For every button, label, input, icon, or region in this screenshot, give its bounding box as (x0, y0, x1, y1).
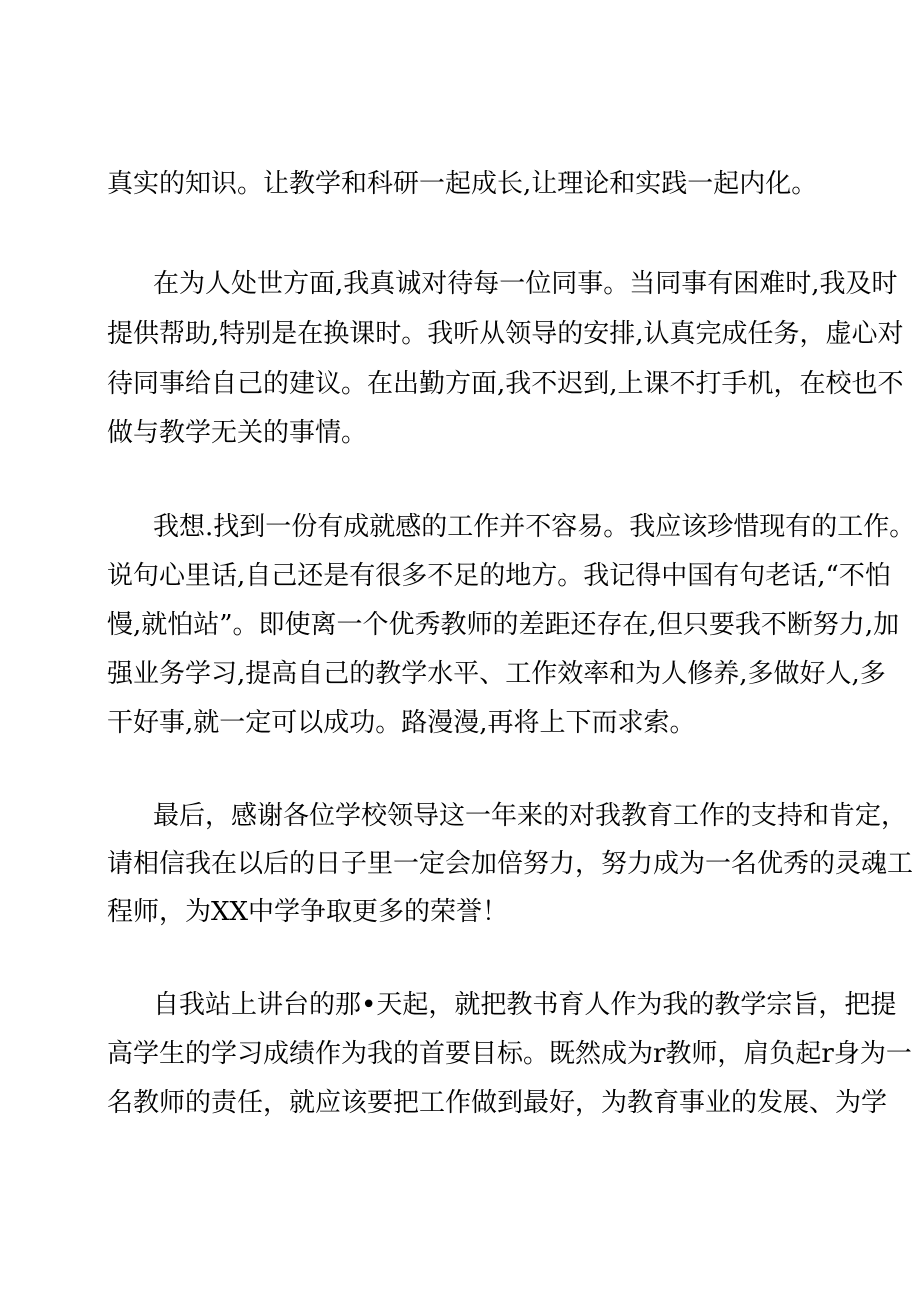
text-line: 在为人处世方面,我真诚对待每一位同事。当同事有困难时,我及时 (153, 269, 898, 299)
text-line: 说句心里话,自己还是有很多不足的地方。我记得中国有句老话,“不怕 (107, 561, 891, 591)
text-line: 做与教学无关的事情。 (107, 418, 368, 448)
text-line: 名教师的责任，就应该要把工作做到最好，为教育事业的发展、为学 (107, 1088, 888, 1118)
text-line: 请相信我在以后的日子里一定会加倍努力，努力成为一名优秀的灵魂工 (107, 849, 914, 879)
text-line: 干好事,就一定可以成功。路漫漫,再将上下而求索。 (107, 708, 696, 738)
text-line: 待同事给自己的建议。在出勤方面,我不迟到,上课不打手机，在校也不 (107, 369, 904, 399)
text-line: 我想.找到一份有成就感的工作并不容易。我应该珍惜现有的工作。 (153, 512, 916, 542)
text-line: 慢,就怕站”。即使离一个优秀教师的差距还存在,但只要我不断努力,加 (107, 610, 900, 640)
text-line: 提供帮助,特别是在换课时。我听从领导的安排,认真完成任务，虚心对 (107, 319, 904, 349)
text-line: 程师，为XX中学争取更多的荣誉！ (107, 897, 509, 927)
text-line: 最后，感谢各位学校领导这一年来的对我教育工作的支持和肯定， (153, 801, 908, 831)
text-line: 自我站上讲台的那•天起，就把教书育人作为我的教学宗旨，把提 (153, 990, 897, 1020)
text-line: 高学生的学习成绩作为我的首要目标。既然成为r教师，肩负起r身为一 (107, 1039, 912, 1069)
text-line: 强业务学习,提高自己的教学水平、工作效率和为人修养,多做好人,多 (107, 659, 886, 689)
text-line: 真实的知识。让教学和科研一起成长,让理论和实践一起内化。 (107, 169, 818, 199)
